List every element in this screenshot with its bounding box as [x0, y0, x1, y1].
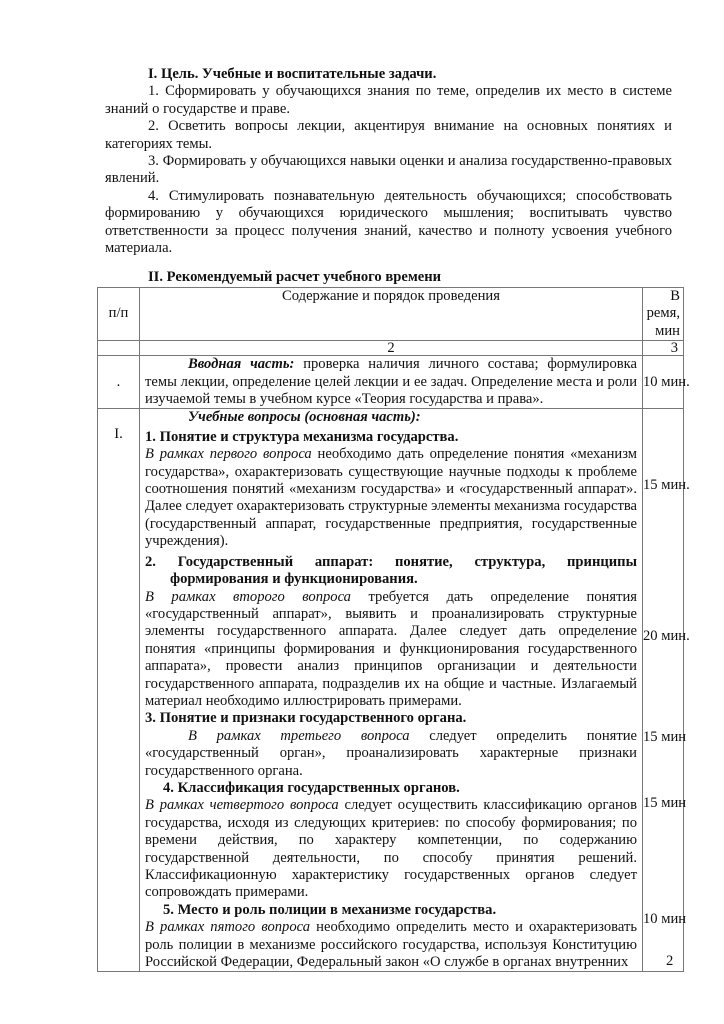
column-number-row [98, 341, 684, 356]
question-3 [145, 710, 637, 780]
row-num: . [98, 356, 140, 409]
question-lead: В рамках четвертого вопроса [145, 797, 339, 814]
question-text: следует определить понятие «государственный орган», проанализировать характерные признаки государственного органа. [145, 727, 638, 779]
question-title: 5. Место и роль полиции в механизме государства. [163, 901, 497, 918]
header-num: п/п [98, 288, 140, 341]
main-heading: Учебные вопросы (основная часть): [188, 409, 421, 426]
row-content [140, 356, 643, 409]
question-lead: В рамках пятого вопроса [145, 919, 311, 936]
row-text: проверка наличия личного состава; формулировка темы лекции, определение целей лекции и ее задач. Определение места и роли изучаемой темы в учебном курсе «Теория государства и права». [145, 356, 637, 408]
question-1 [145, 429, 637, 551]
question-title: 3. Понятие и признаки государственного органа. [145, 710, 467, 727]
section-2-title: II. Рекомендуемый расчет учебного времени [148, 269, 442, 285]
col-num-3: 3 [643, 341, 684, 356]
question-title: 2. Государственный аппарат: понятие, структура, принципы формирования и функционирования. [145, 553, 637, 588]
question-4 [145, 780, 637, 902]
question-lead: В рамках первого вопроса [145, 446, 312, 463]
goal-item: 1. Сформировать у обучающихся знания по теме, определив их место в системе знаний о государстве и праве. [105, 83, 672, 117]
row-content [140, 409, 643, 972]
col-num-1 [98, 341, 140, 356]
col-num-2: 2 [140, 341, 643, 356]
time-table [97, 287, 690, 972]
question-text: требуется дать определение понятия «государственный аппарат», выявить и проанализировать структурные элементы государственного аппарата. Далее следует дать определение понятия «принципы формирования и функционирования государственного аппарата», провести анализ принципов организации и деятельности государственного аппарата, подразделив их на общие и частные. Излагаемый материал необходимо иллюстрировать примерами. [145, 588, 637, 709]
question-title: 4. Классификация государственных органов. [163, 779, 460, 796]
question-2 [145, 554, 637, 711]
page-number: 2 [666, 953, 674, 969]
question-lead: В рамках третьего вопроса [188, 727, 410, 744]
row-lead: Вводная часть: [188, 356, 295, 373]
question-3-time: 15 мин [643, 729, 687, 746]
goal-item: 2. Осветить вопросы лекции, акцентируя внимание на основных понятиях и категориях темы. [105, 118, 672, 152]
question-1-time: 15 мин. [643, 477, 690, 494]
row-time: 10 мин. [643, 356, 684, 409]
question-text: необходимо определить место и охарактеризовать роль полиции в механизме российского государства, используя Конституцию Российской Федерации, Федеральный закон «О службе в органах внутренних [145, 919, 637, 971]
section-goals [105, 66, 672, 257]
question-5-time: 10 мин [643, 911, 687, 928]
question-5 [145, 902, 637, 972]
question-text: следует осуществить классификацию органов государства, исходя из следующих критериев: по способу формирования; по времени действия, по характеру компетенции, по содержанию государственной деятельности, по способу принятия решений. Классификационную характеристику государственных органов следует сопровождать примерами. [145, 797, 637, 901]
row-num: I. [98, 409, 140, 972]
question-text: необходимо дать определение понятия «механизм государства», охарактеризовать существующие научные подходы к проблеме соотношения понятий «механизм государства» и «государственный аппарат». Далее следует охарактеризовать структурные элементы механизма государства (государственный аппарат, государственные предприятия, государственные учреждения). [145, 446, 637, 550]
header-time: В ремя, мин [643, 288, 684, 341]
question-lead: В рамках второго вопроса [145, 588, 351, 605]
table-header-row [98, 288, 684, 341]
question-4-time: 15 мин [643, 795, 687, 812]
question-title: 1. Понятие и структура механизма государства. [145, 428, 459, 445]
goal-item: 4. Стимулировать познавательную деятельность обучающихся; способствовать формированию у обучающихся юридического мышления; воспитывать чувство ответственности за процесс получения знаний, качество и полноту усвоения учебного материала. [105, 187, 672, 257]
section-1-title: I. Цель. Учебные и воспитательные задачи. [148, 66, 437, 82]
header-content: Содержание и порядок проведения [140, 288, 643, 341]
row-time [643, 409, 690, 972]
goal-item: 3. Формировать у обучающихся навыки оценки и анализа государственно-правовых явлений. [105, 153, 672, 187]
table-row-main [98, 409, 684, 972]
table-row-intro [98, 356, 684, 409]
question-2-time: 20 мин. [643, 628, 690, 645]
